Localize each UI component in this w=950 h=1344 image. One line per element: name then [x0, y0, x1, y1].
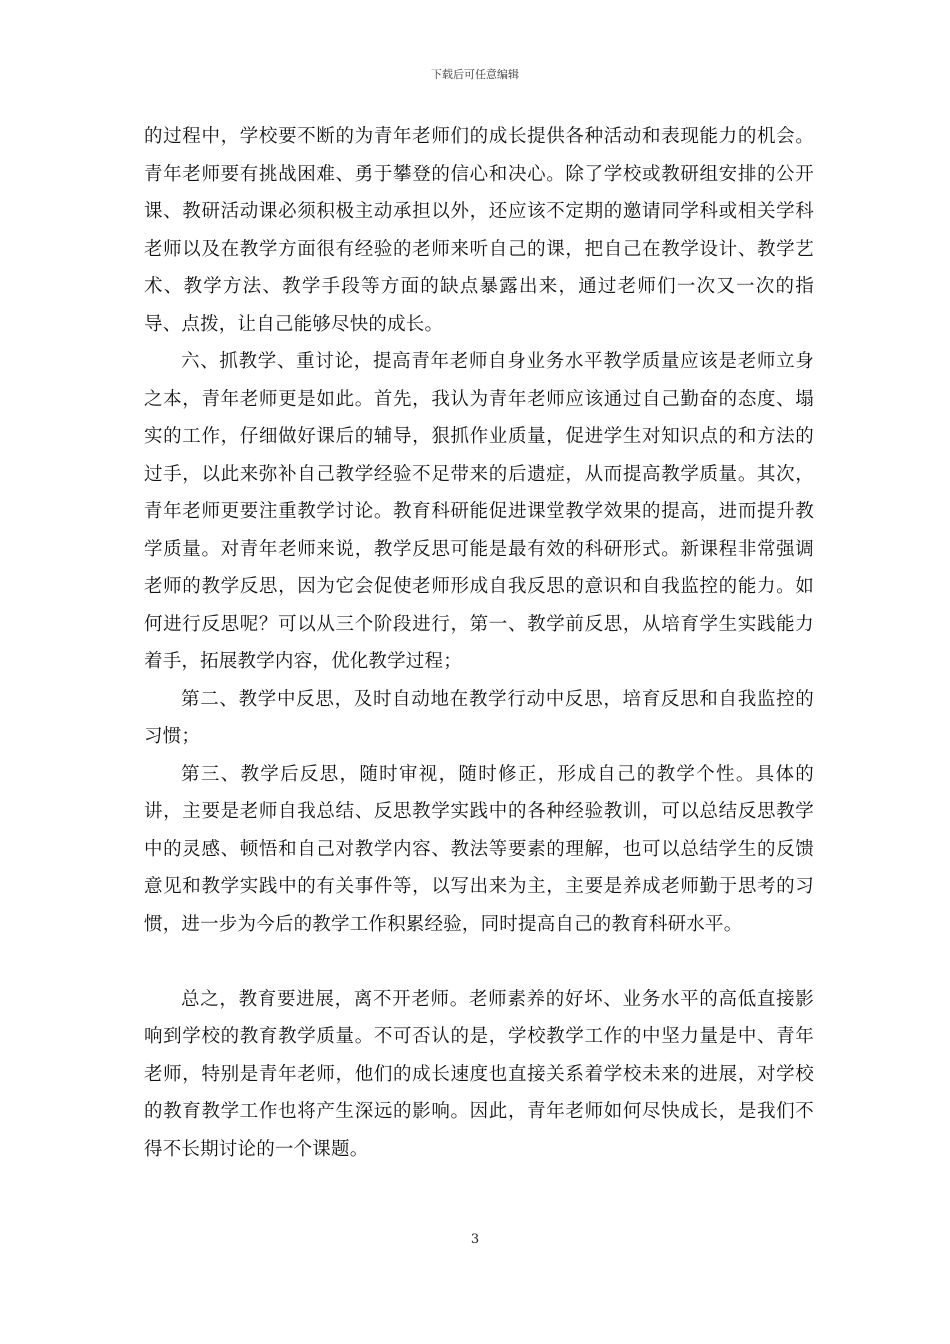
- paragraph-4: 第三、教学后反思，随时审视，随时修正，形成自己的教学个性。具体的讲，主要是老师自我总结、反思教学实践中的各种经验教训，可以总结反思教学中的灵感、顿悟和自己对教学内容、教法等要素的理解，也可以总结学生的反馈意见和教学实践中的有关事件等，以写出来为主，主要是养成老师勤于思考的习惯，进一步为今后的教学工作积累经验，同时提高自己的教育科研水平。: [144, 763, 814, 935]
- paragraph-5: 总之，教育要进展，离不开老师。老师素养的好坏、业务水平的高低直接影响到学校的教育教学质量。不可否认的是，学校教学工作的中坚力量是中、青年老师，特别是青年老师，他们的成长速度也直接关系着学校未来的进展，对学校的教育教学工作也将产生深远的影响。因此，青年老师如何尽快成长，是我们不得不长期讨论的一个课题。: [144, 988, 814, 1160]
- page-header: 下载后可任意编辑: [431, 68, 519, 81]
- paragraph-1: 的过程中，学校要不断的为青年老师们的成长提供各种活动和表现能力的机会。青年老师要有挑战困难、勇于攀登的信心和决心。除了学校或教研组安排的公开课、教研活动课必须积极主动承担以外，还应该不定期的邀请同学科或相关学科老师以及在教学方面很有经验的老师来听自己的课，把自己在教学设计、教学艺术、教学方法、教学手段等方面的缺点暴露出来，通过老师们一次又一次的指导、点拨，让自己能够尽快的成长。: [144, 126, 814, 335]
- paragraph-gap: [144, 943, 814, 981]
- paragraph-3: 第二、教学中反思，及时自动地在教学行动中反思，培育反思和自我监控的习惯；: [144, 688, 814, 747]
- paragraph-2: 六、抓教学、重讨论，提高青年老师自身业务水平教学质量应该是老师立身之本，青年老师更是如此。首先，我认为青年老师应该通过自己勤奋的态度、塌实的工作，仔细做好课后的辅导，狠抓作业质量，促进学生对知识点的和方法的过手，以此来弥补自己教学经验不足带来的后遗症，从而提高教学质量。其次，青年老师更要注重教学讨论。教育科研能促进课堂教学效果的提高，进而提升教学质量。对青年老师来说，教学反思可能是最有效的科研形式。新课程非常强调老师的教学反思，因为它会促使老师形成自我反思的意识和自我监控的能力。如何进行反思呢？可以从三个阶段进行，第一、教学前反思，从培育学生实践能力着手，拓展教学内容，优化教学过程；: [144, 351, 814, 672]
- document-body: [144, 118, 814, 1168]
- page-number: 3: [470, 1232, 480, 1247]
